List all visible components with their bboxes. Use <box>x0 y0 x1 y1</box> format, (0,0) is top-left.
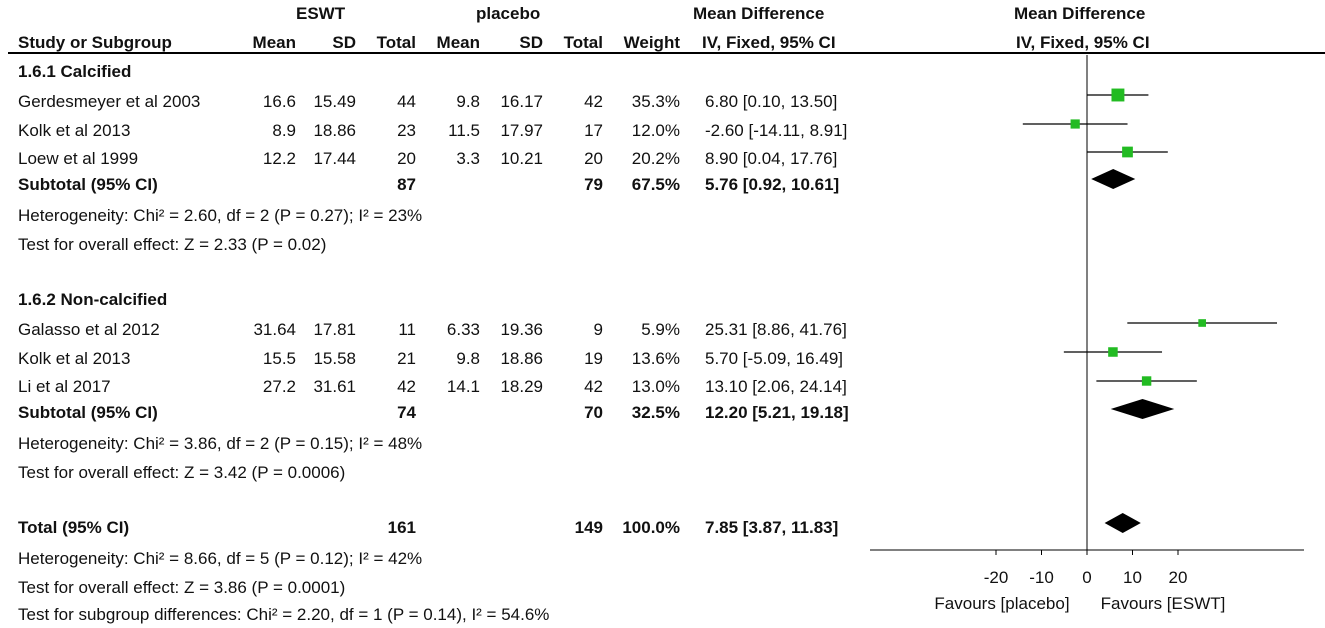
sd-eswt: 17.44 <box>313 149 356 168</box>
overall-effect-text: Test for overall effect: Z = 3.42 (P = 0.0006) <box>18 463 346 482</box>
study-name: Gerdesmeyer et al 2003 <box>18 92 201 111</box>
sd-eswt: 18.86 <box>313 121 356 140</box>
study-name: Kolk et al 2013 <box>18 349 131 368</box>
mean-eswt: 27.2 <box>262 377 296 396</box>
sd-eswt: 15.49 <box>313 92 356 111</box>
col-weight: Weight <box>623 33 680 52</box>
col-mean-placebo: Mean <box>436 33 480 52</box>
sd-placebo: 10.21 <box>500 149 543 168</box>
total-total-placebo: 149 <box>574 518 603 537</box>
sd-placebo: 19.36 <box>500 320 543 339</box>
total-weight: 100.0% <box>622 518 680 537</box>
sd-placebo: 16.17 <box>500 92 543 111</box>
subtotal-label: Subtotal (95% CI) <box>18 175 158 194</box>
study-name: Galasso et al 2012 <box>18 320 160 339</box>
x-tick-label: 20 <box>1168 568 1188 587</box>
weight: 5.9% <box>641 320 680 339</box>
overall-effect-text: Test for overall effect: Z = 2.33 (P = 0.02) <box>18 235 327 254</box>
x-tick-label: -20 <box>983 568 1009 587</box>
sd-eswt: 15.58 <box>313 349 356 368</box>
favours-placebo-label: Favours [placebo] <box>934 594 1070 613</box>
total-overall-effect-text: Test for overall effect: Z = 3.86 (P = 0.0001) <box>18 578 346 597</box>
plot-column-title: Mean Difference <box>1014 4 1146 23</box>
total-heterogeneity-text: Heterogeneity: Chi² = 8.66, df = 5 (P = 0.12); I² = 42% <box>18 549 423 568</box>
col-total-placebo: Total <box>563 33 603 52</box>
total-total-eswt: 161 <box>387 518 416 537</box>
subgroup-title: 1.6.1 Calcified <box>18 62 132 81</box>
weight: 12.0% <box>631 121 680 140</box>
pooled-diamond <box>1105 513 1141 533</box>
subgroup-differences-text: Test for subgroup differences: Chi² = 2.20, df = 1 (P = 0.14), I² = 54.6% <box>18 605 550 624</box>
study-name: Li et al 2017 <box>18 377 111 396</box>
x-tick-label: 10 <box>1123 568 1142 587</box>
sd-eswt: 17.81 <box>313 320 356 339</box>
mean-placebo: 9.8 <box>456 349 480 368</box>
col-study: Study or Subgroup <box>18 33 172 52</box>
subtotal-total-eswt: 87 <box>397 175 416 194</box>
weight: 13.6% <box>631 349 680 368</box>
col-total-eswt: Total <box>376 33 416 52</box>
weight: 20.2% <box>631 149 680 168</box>
subtotal-ci: 5.76 [0.92, 10.61] <box>705 175 840 194</box>
pooled-diamond <box>1091 169 1135 189</box>
study-marker <box>1142 376 1151 385</box>
subtotal-weight: 67.5% <box>631 175 680 194</box>
mean-placebo: 3.3 <box>456 149 480 168</box>
heterogeneity-text: Heterogeneity: Chi² = 3.86, df = 2 (P = 0.15); I² = 48% <box>18 434 423 453</box>
x-tick-label: 0 <box>1082 568 1092 587</box>
total-placebo: 9 <box>593 320 603 339</box>
mean-eswt: 16.6 <box>262 92 296 111</box>
mean-placebo: 11.5 <box>448 121 480 140</box>
total-placebo: 17 <box>584 121 603 140</box>
ci: -2.60 [-14.11, 8.91] <box>705 121 848 140</box>
mean-placebo: 9.8 <box>456 92 480 111</box>
ci: 6.80 [0.10, 13.50] <box>705 92 838 111</box>
favours-eswt-label: Favours [ESWT] <box>1100 594 1226 613</box>
sd-placebo: 17.97 <box>500 121 543 140</box>
total-placebo: 42 <box>584 92 603 111</box>
total-placebo: 19 <box>584 349 603 368</box>
col-mean-eswt: Mean <box>252 33 296 52</box>
total-eswt: 21 <box>397 349 416 368</box>
mean-eswt: 31.64 <box>253 320 296 339</box>
study-name: Kolk et al 2013 <box>18 121 131 140</box>
pooled-diamond <box>1111 399 1175 419</box>
subtotal-weight: 32.5% <box>631 403 680 422</box>
total-eswt: 11 <box>398 320 416 339</box>
plot-column-subtitle: IV, Fixed, 95% CI <box>1016 33 1150 52</box>
subtotal-ci: 12.20 [5.21, 19.18] <box>705 403 849 422</box>
placebo-group-header: placebo <box>476 4 541 23</box>
subgroup-title: 1.6.2 Non-calcified <box>18 290 168 309</box>
total-placebo: 20 <box>584 149 603 168</box>
subtotal-total-placebo: 70 <box>584 403 603 422</box>
study-marker <box>1198 319 1206 327</box>
weight: 35.3% <box>631 92 680 111</box>
mean-placebo: 14.1 <box>446 377 480 396</box>
total-eswt: 44 <box>397 92 416 111</box>
sd-eswt: 31.61 <box>313 377 356 396</box>
mean-eswt: 15.5 <box>262 349 296 368</box>
eswt-group-header: ESWT <box>296 4 346 23</box>
subtotal-label: Subtotal (95% CI) <box>18 403 158 422</box>
weight: 13.0% <box>631 377 680 396</box>
ci: 13.10 [2.06, 24.14] <box>705 377 847 396</box>
study-marker <box>1108 347 1118 357</box>
x-tick-label: -10 <box>1029 568 1054 587</box>
mean-placebo: 6.33 <box>446 320 480 339</box>
md-column-title: Mean Difference <box>693 4 825 23</box>
study-marker <box>1111 89 1124 102</box>
ci: 25.31 [8.86, 41.76] <box>705 320 847 339</box>
subtotal-total-placebo: 79 <box>584 175 603 194</box>
total-placebo: 42 <box>584 377 603 396</box>
ci: 5.70 [-5.09, 16.49] <box>705 349 843 368</box>
total-eswt: 20 <box>397 149 416 168</box>
mean-eswt: 12.2 <box>262 149 296 168</box>
total-eswt: 42 <box>397 377 416 396</box>
mean-eswt: 8.9 <box>272 121 296 140</box>
col-sd-eswt: SD <box>332 33 356 52</box>
sd-placebo: 18.86 <box>500 349 543 368</box>
sd-placebo: 18.29 <box>500 377 543 396</box>
col-sd-placebo: SD <box>519 33 543 52</box>
col-ci: IV, Fixed, 95% CI <box>702 33 836 52</box>
ci: 8.90 [0.04, 17.76] <box>705 149 838 168</box>
study-marker <box>1071 119 1080 128</box>
heterogeneity-text: Heterogeneity: Chi² = 2.60, df = 2 (P = 0.27); I² = 23% <box>18 206 423 225</box>
subtotal-total-eswt: 74 <box>397 403 416 422</box>
study-marker <box>1122 147 1133 158</box>
study-name: Loew et al 1999 <box>18 149 139 168</box>
total-label: Total (95% CI) <box>18 518 130 537</box>
total-eswt: 23 <box>397 121 416 140</box>
total-ci: 7.85 [3.87, 11.83] <box>705 518 839 537</box>
